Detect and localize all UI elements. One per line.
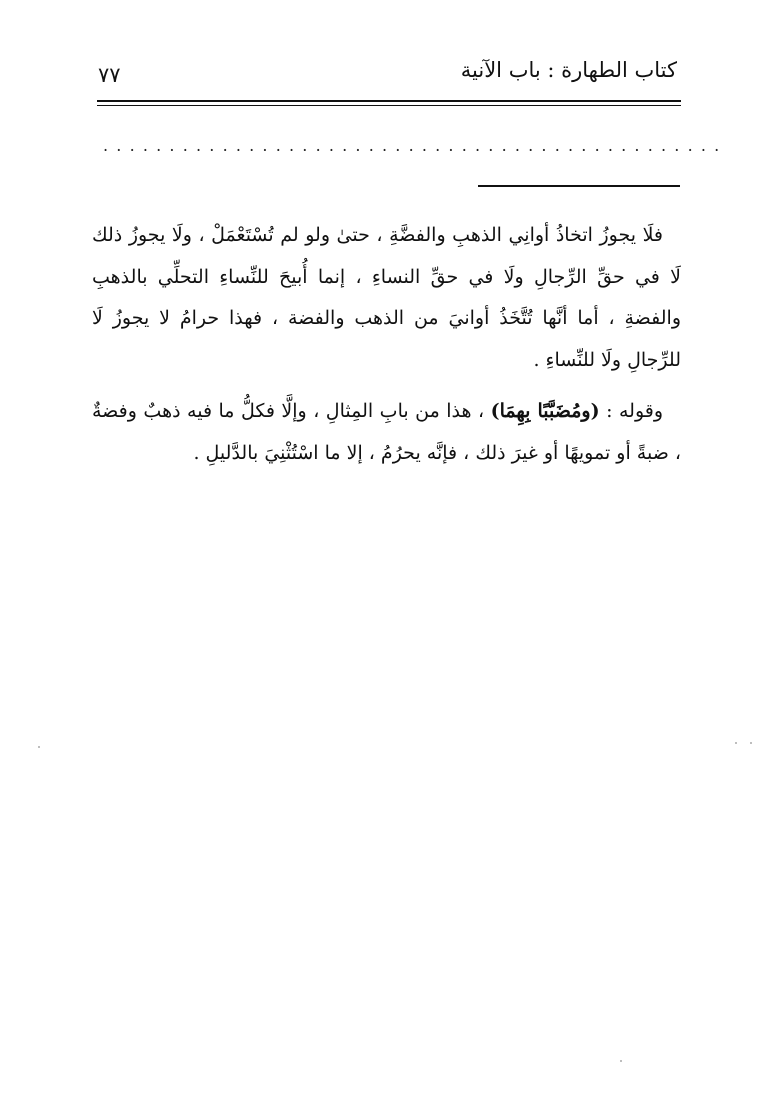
paragraph-2 [92,391,681,474]
header-rule [97,100,681,106]
scan-speck [735,742,737,744]
omission-dots: ............................................... [103,136,728,155]
scan-speck [750,742,752,744]
page-number: ٧٧ [98,63,121,87]
scan-speck [620,1060,622,1062]
paragraph-2-text: ، هذا من بابِ المِثالِ ، وإلَّا فكلُّ ما فيه ذهبٌ وفضةٌ ، ضبةً أو تمويهًا أو غيرَ ذلك ، فإنَّه يحرُمُ ، إلا ما اسْتُثْنِيَ بالدَّليلِ . [92,400,681,464]
quoted-phrase: (ومُضَبَّبًا بِهِمَا) [490,400,600,422]
section-divider [478,185,680,187]
paragraph-2-lead: وقوله : [599,400,664,422]
body-text [92,215,681,484]
scan-speck [38,746,40,748]
paragraph-1: فلَا يجوزُ اتخاذُ أوانِي الذهبِ والفضَّةِ ، حتىٰ ولو لم تُسْتَعْمَلْ ، ولَا يجوزُ ذلك لَا في حقِّ الرِّجالِ ولَا في حقِّ النساءِ ، إنما أُبيحَ للنِّساءِ التحلِّي بالذهبِ والفضةِ ، أما أنَّها تُتَّخَذُ أوانيَ من الذهب والفضة ، فهذا حرامُ لا يجوزُ لَا للرِّجالِ ولَا للنِّساءِ . [92,224,681,371]
running-title: كتاب الطهارة : باب الآنية [460,58,677,82]
